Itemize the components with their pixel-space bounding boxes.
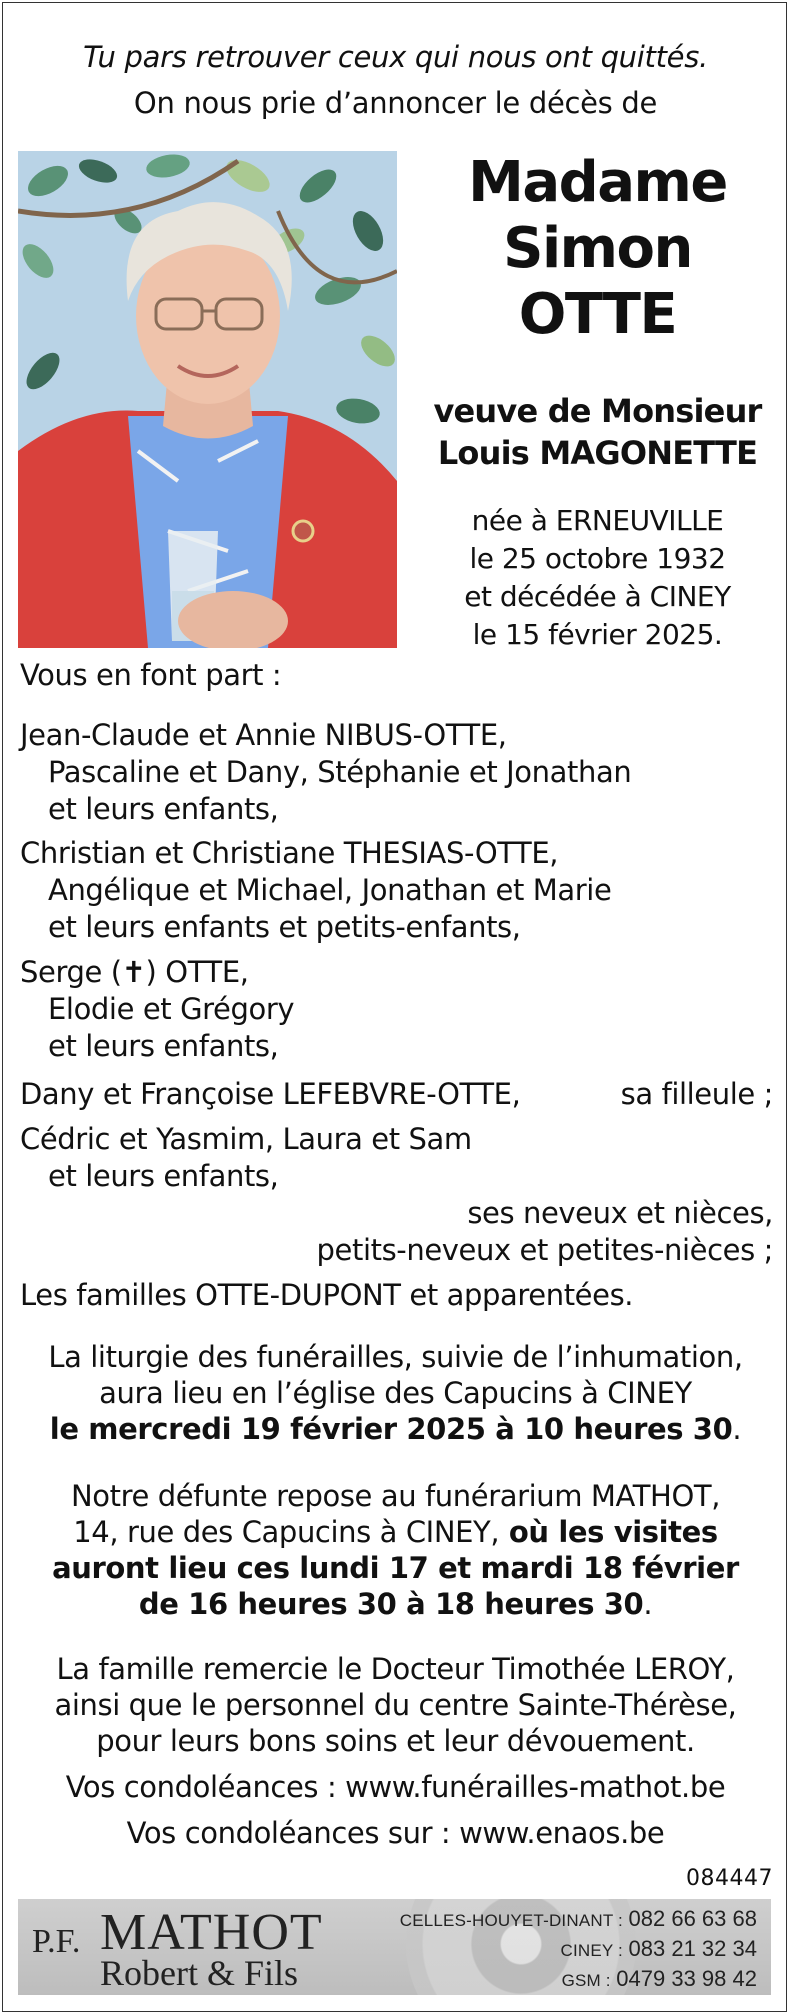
contact-number: 0479 33 98 42 xyxy=(616,1966,757,1991)
funeral-line-3-end: . xyxy=(732,1412,742,1446)
family-group-2-line-3: et leurs enfants et petits-enfants, xyxy=(48,910,521,944)
contact-list xyxy=(400,1905,757,1995)
thanks-line-1: La famille remercie le Docteur Timothée LEROY, xyxy=(56,1652,735,1686)
family-group-1-line-3: et leurs enfants, xyxy=(48,792,279,826)
visits-hours: de 16 heures 30 à 18 heures 30 xyxy=(138,1587,644,1621)
families-line: Les familles OTTE-DUPONT et apparentées. xyxy=(20,1278,634,1312)
funeral-date: le mercredi 19 février 2025 à 10 heures 30 xyxy=(49,1412,733,1446)
family-group-1-line-2: Pascaline et Dany, Stéphanie et Jonathan xyxy=(48,755,632,789)
family-group-2-head: Christian et Christiane THESIAS-OTTE, xyxy=(20,836,559,870)
died-date: le 15 février 2025. xyxy=(472,618,723,651)
family-group-3-line-3: et leurs enfants, xyxy=(48,1029,279,1063)
died-place: et décédée à CINEY xyxy=(464,580,731,613)
funeral-home-banner xyxy=(18,1899,771,1995)
contact-label: CELLES-HOUYET-DINANT : xyxy=(399,1911,623,1930)
contact-number: 083 21 32 34 xyxy=(628,1936,757,1961)
visits-line-2 xyxy=(0,1514,791,1550)
visits-line-1: Notre défunte repose au funérarium MATHOT, xyxy=(70,1479,721,1513)
visits-line-4 xyxy=(0,1586,791,1622)
condolences-website-1: Vos condoléances : www.funérailles-mathot.be xyxy=(65,1770,726,1804)
widow-line-2: Louis MAGONETTE xyxy=(437,434,758,472)
contact-number: 082 66 63 68 xyxy=(628,1906,757,1931)
funeral-line-1: La liturgie des funérailles, suivie de l’inhumation, xyxy=(48,1340,743,1374)
intro-quote: Tu pars retrouver ceux qui nous ont quittés. xyxy=(83,40,708,74)
visits-days: auront lieu ces lundi 17 et mardi 18 février xyxy=(52,1551,739,1585)
family-group-1-head: Jean-Claude et Annie NIBUS-OTTE, xyxy=(20,718,507,752)
visits-line-3 xyxy=(0,1550,791,1586)
pf-label: P.F. xyxy=(32,1923,81,1960)
contact-label: GSM : xyxy=(561,1971,611,1990)
family-group-3-line-2: Elodie et Grégory xyxy=(48,992,295,1026)
family-heading: Vous en font part : xyxy=(20,658,282,692)
family-group-5-head: Cédric et Yasmim, Laura et Sam xyxy=(20,1122,472,1156)
company-subtitle: Robert & Fils xyxy=(100,1953,299,1993)
deceased-first-name: Simon xyxy=(503,216,692,281)
company-name: MATHOT xyxy=(100,1904,323,1961)
funeral-line-3 xyxy=(0,1411,791,1447)
intro-announce: On nous prie d’annoncer le décès de xyxy=(133,86,658,120)
funeral-line-2: aura lieu en l’église des Capucins à CINEY xyxy=(99,1376,692,1410)
funeral-paragraph xyxy=(0,1339,791,1447)
visits-line-4-end: . xyxy=(643,1587,653,1621)
family-group-4-head: Dany et Françoise LEFEBVRE-OTTE, xyxy=(20,1077,521,1111)
thanks-paragraph xyxy=(0,1651,791,1759)
contact-label: CINEY : xyxy=(560,1941,623,1960)
reference-number: 084447 xyxy=(686,1866,773,1891)
portrait-photo xyxy=(18,151,397,648)
family-group-3-head: Serge (✝) OTTE, xyxy=(20,955,249,989)
visits-intro: où les visites xyxy=(499,1515,718,1549)
contact-row xyxy=(400,1905,757,1935)
deceased-title: Madame xyxy=(468,150,727,215)
nephews-line: ses neveux et nièces, xyxy=(467,1196,773,1230)
birth-death-details xyxy=(425,502,770,654)
visits-address: 14, rue des Capucins à CINEY, xyxy=(73,1515,500,1549)
deceased-last-name: OTTE xyxy=(518,282,677,347)
widow-of xyxy=(425,390,770,474)
visits-paragraph xyxy=(0,1478,791,1622)
born-date: le 25 octobre 1932 xyxy=(469,542,726,575)
condolences-website-2: Vos condoléances sur : www.enaos.be xyxy=(126,1816,665,1850)
widow-line-1: veuve de Monsieur xyxy=(433,392,762,430)
contact-row xyxy=(400,1965,757,1995)
deceased-name xyxy=(425,150,770,348)
family-group-5-line-2: et leurs enfants, xyxy=(48,1159,279,1193)
thanks-line-2: ainsi que le personnel du centre Sainte-Thérèse, xyxy=(54,1688,737,1722)
born-place: née à ERNEUVILLE xyxy=(471,504,724,537)
grand-nephews-line: petits-neveux et petites-nièces ; xyxy=(316,1233,773,1267)
family-group-2-line-2: Angélique et Michael, Jonathan et Marie xyxy=(48,873,612,907)
contact-row xyxy=(400,1935,757,1965)
thanks-line-3: pour leurs bons soins et leur dévouement. xyxy=(96,1724,695,1758)
family-group-4-role: sa filleule ; xyxy=(620,1077,773,1111)
